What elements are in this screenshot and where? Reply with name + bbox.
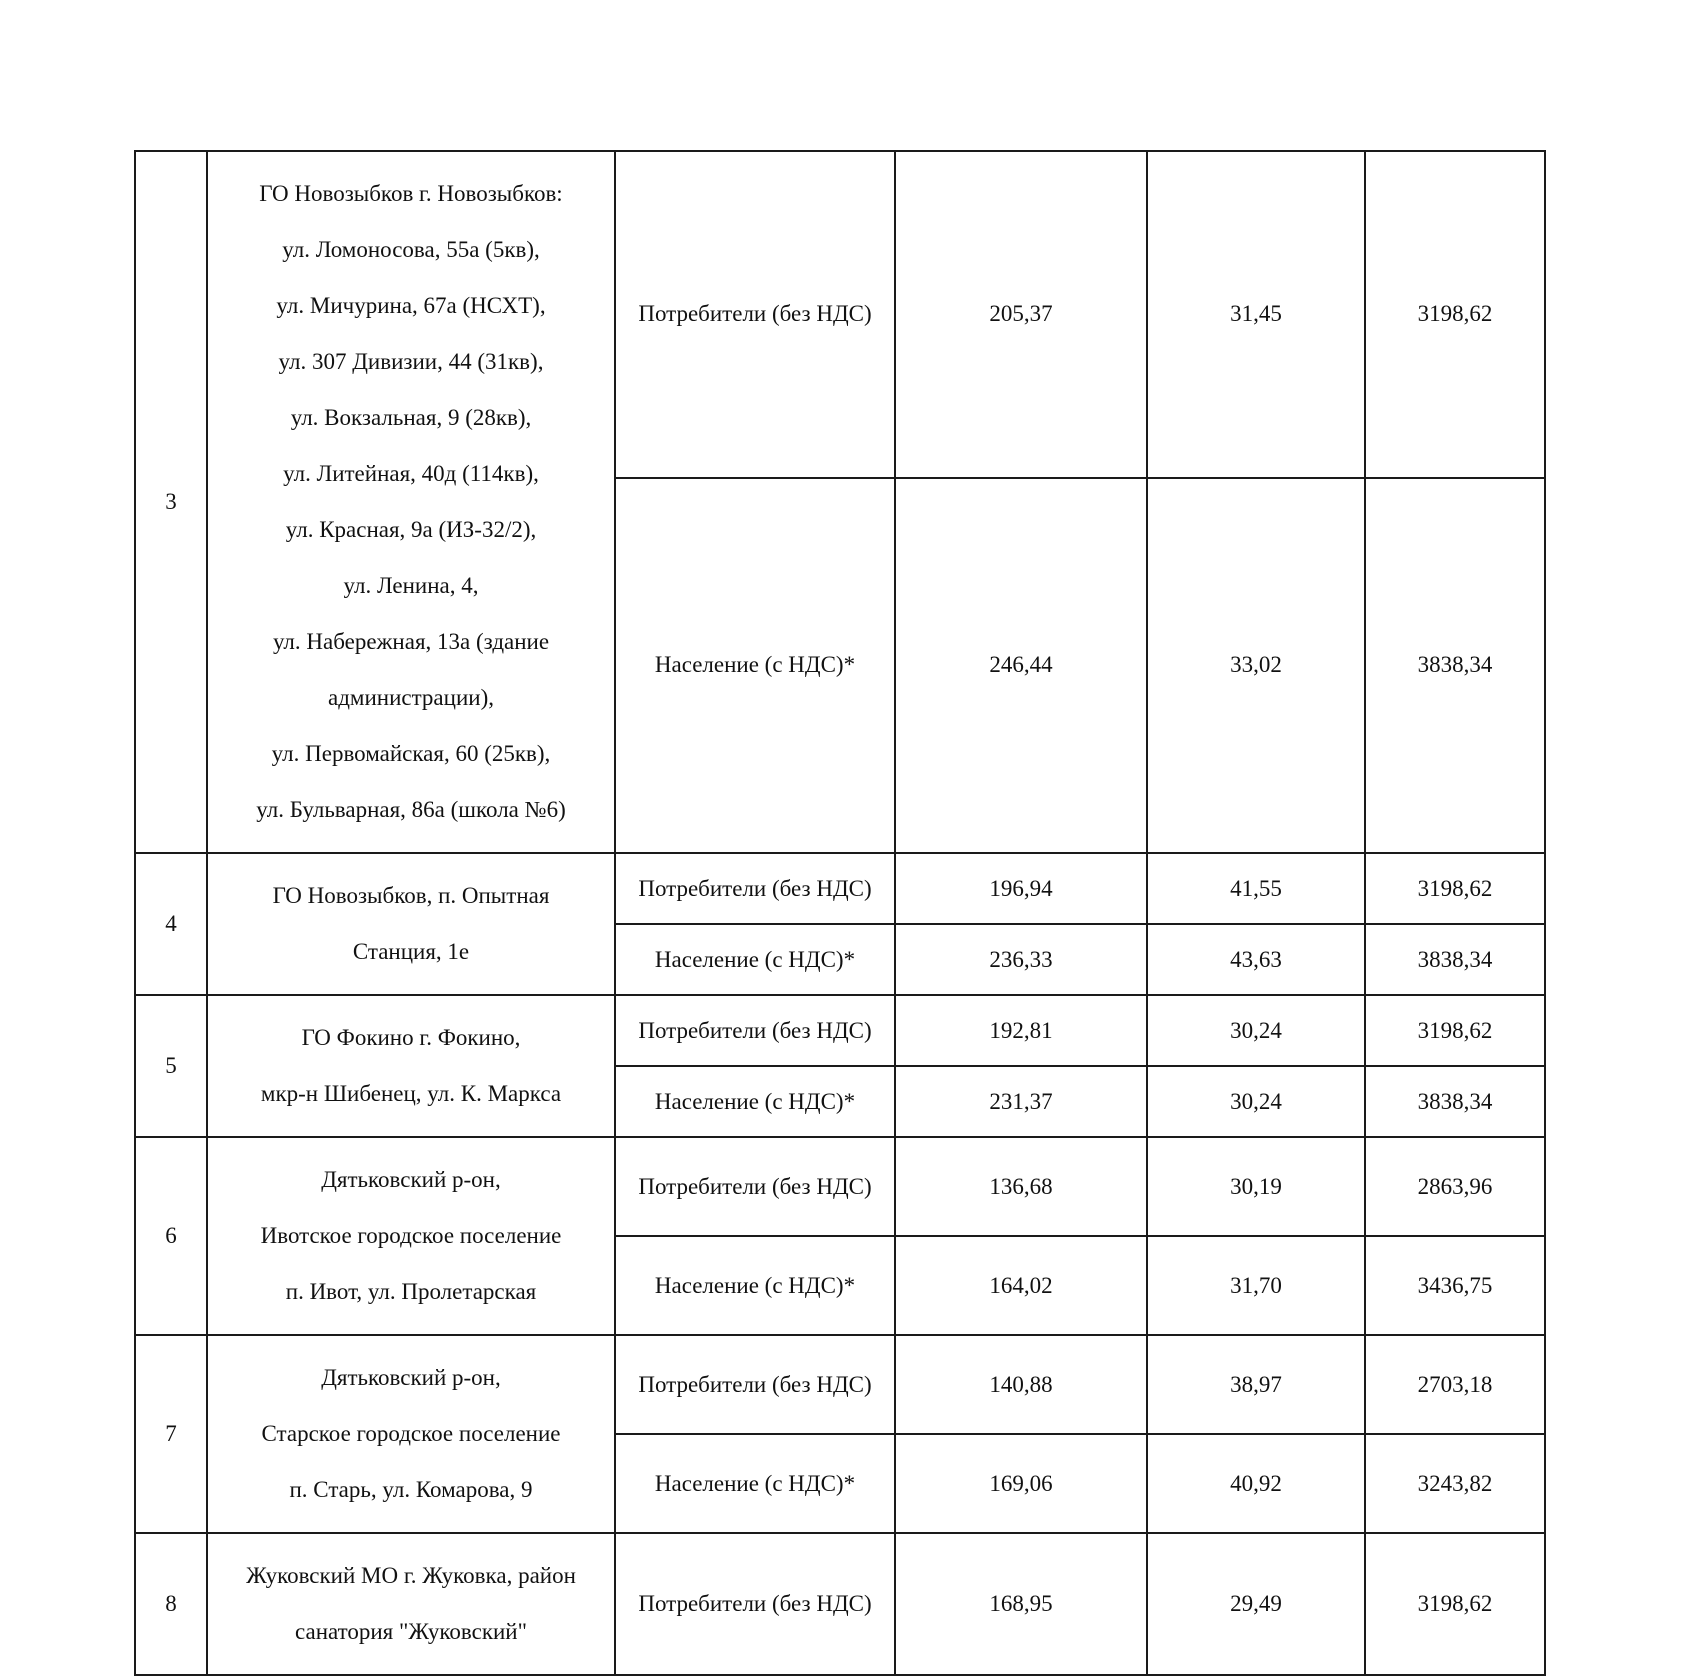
value-2: 30,19 — [1147, 1137, 1365, 1236]
row-number: 5 — [135, 995, 207, 1137]
address-cell — [207, 995, 615, 1137]
value-2: 43,63 — [1147, 924, 1365, 995]
address-line: ГО Новозыбков г. Новозыбков: — [259, 181, 563, 206]
address-line: ул. Ленина, 4, — [343, 573, 479, 598]
row-number: 3 — [135, 151, 207, 853]
table-row — [135, 1533, 1545, 1675]
consumer-category: Потребители (без НДС) — [615, 1335, 895, 1434]
value-2: 38,97 — [1147, 1335, 1365, 1434]
value-2: 41,55 — [1147, 853, 1365, 924]
address-line: ГО Новозыбков, п. Опытная — [272, 883, 550, 908]
row-number: 7 — [135, 1335, 207, 1533]
address-line: Старское городское поселение — [261, 1421, 561, 1446]
table-row — [135, 151, 1545, 478]
value-3: 3838,34 — [1365, 478, 1545, 853]
address-line: ул. Первомайская, 60 (25кв), — [271, 741, 551, 766]
row-number: 4 — [135, 853, 207, 995]
table-row — [135, 853, 1545, 924]
row-number: 6 — [135, 1137, 207, 1335]
consumer-category: Потребители (без НДС) — [615, 1137, 895, 1236]
value-1: 169,06 — [895, 1434, 1147, 1533]
value-3: 3198,62 — [1365, 853, 1545, 924]
value-1: 231,37 — [895, 1066, 1147, 1137]
value-2: 30,24 — [1147, 1066, 1365, 1137]
address-cell — [207, 151, 615, 853]
consumer-category: Население (с НДС)* — [615, 1434, 895, 1533]
table-row — [135, 1335, 1545, 1434]
value-3: 2703,18 — [1365, 1335, 1545, 1434]
value-2: 33,02 — [1147, 478, 1365, 853]
address-line: Станция, 1е — [352, 939, 470, 964]
value-2: 29,49 — [1147, 1533, 1365, 1675]
address-line: ул. 307 Дивизии, 44 (31кв), — [278, 349, 544, 374]
value-3: 3838,34 — [1365, 924, 1545, 995]
address-line: ул. Вокзальная, 9 (28кв), — [290, 405, 532, 430]
address-cell — [207, 1533, 615, 1675]
value-3: 2863,96 — [1365, 1137, 1545, 1236]
value-1: 136,68 — [895, 1137, 1147, 1236]
address-line: ул. Литейная, 40д (114кв), — [283, 461, 539, 486]
value-1: 205,37 — [895, 151, 1147, 478]
tariff-table-body — [135, 151, 1545, 1675]
table-row — [135, 995, 1545, 1066]
consumer-category: Население (с НДС)* — [615, 924, 895, 995]
consumer-category: Потребители (без НДС) — [615, 1533, 895, 1675]
value-2: 30,24 — [1147, 995, 1365, 1066]
value-3: 3838,34 — [1365, 1066, 1545, 1137]
address-line: Ивотское городское поселение — [260, 1223, 562, 1248]
value-1: 168,95 — [895, 1533, 1147, 1675]
address-line: санатория "Жуковский" — [295, 1619, 527, 1644]
address-line: Дятьковский р-он, — [321, 1365, 501, 1390]
value-1: 196,94 — [895, 853, 1147, 924]
value-3: 3198,62 — [1365, 151, 1545, 478]
value-1: 236,33 — [895, 924, 1147, 995]
address-line: ул. Бульварная, 86а (школа №6) — [256, 797, 566, 822]
consumer-category: Потребители (без НДС) — [615, 995, 895, 1066]
value-3: 3198,62 — [1365, 995, 1545, 1066]
address-cell — [207, 1137, 615, 1335]
address-line: ГО Фокино г. Фокино, — [301, 1025, 521, 1050]
consumer-category: Потребители (без НДС) — [615, 853, 895, 924]
tariff-table — [134, 150, 1546, 1676]
consumer-category: Население (с НДС)* — [615, 1066, 895, 1137]
row-number: 8 — [135, 1533, 207, 1675]
address-line: п. Ивот, ул. Пролетарская — [285, 1279, 537, 1304]
value-3: 3436,75 — [1365, 1236, 1545, 1335]
address-line: п. Старь, ул. Комарова, 9 — [289, 1477, 533, 1502]
value-1: 192,81 — [895, 995, 1147, 1066]
address-line: Жуковский МО г. Жуковка, район — [246, 1563, 576, 1588]
address-line: ул. Красная, 9а (ИЗ-32/2), — [285, 517, 537, 542]
value-2: 40,92 — [1147, 1434, 1365, 1533]
value-2: 31,45 — [1147, 151, 1365, 478]
address-line: мкр-н Шибенец, ул. К. Маркса — [260, 1081, 562, 1106]
value-1: 140,88 — [895, 1335, 1147, 1434]
consumer-category: Население (с НДС)* — [615, 478, 895, 853]
value-1: 246,44 — [895, 478, 1147, 853]
table-row — [135, 1137, 1545, 1236]
address-line: ул. Набережная, 13а (здание — [272, 629, 550, 654]
address-line: ул. Ломоносова, 55а (5кв), — [282, 237, 540, 262]
value-3: 3198,62 — [1365, 1533, 1545, 1675]
value-2: 31,70 — [1147, 1236, 1365, 1335]
value-1: 164,02 — [895, 1236, 1147, 1335]
address-line: ул. Мичурина, 67а (НСХТ), — [276, 293, 546, 318]
consumer-category: Потребители (без НДС) — [615, 151, 895, 478]
consumer-category: Население (с НДС)* — [615, 1236, 895, 1335]
address-line: администрации), — [328, 685, 494, 710]
address-cell — [207, 853, 615, 995]
address-cell — [207, 1335, 615, 1533]
address-line: Дятьковский р-он, — [321, 1167, 501, 1192]
value-3: 3243,82 — [1365, 1434, 1545, 1533]
